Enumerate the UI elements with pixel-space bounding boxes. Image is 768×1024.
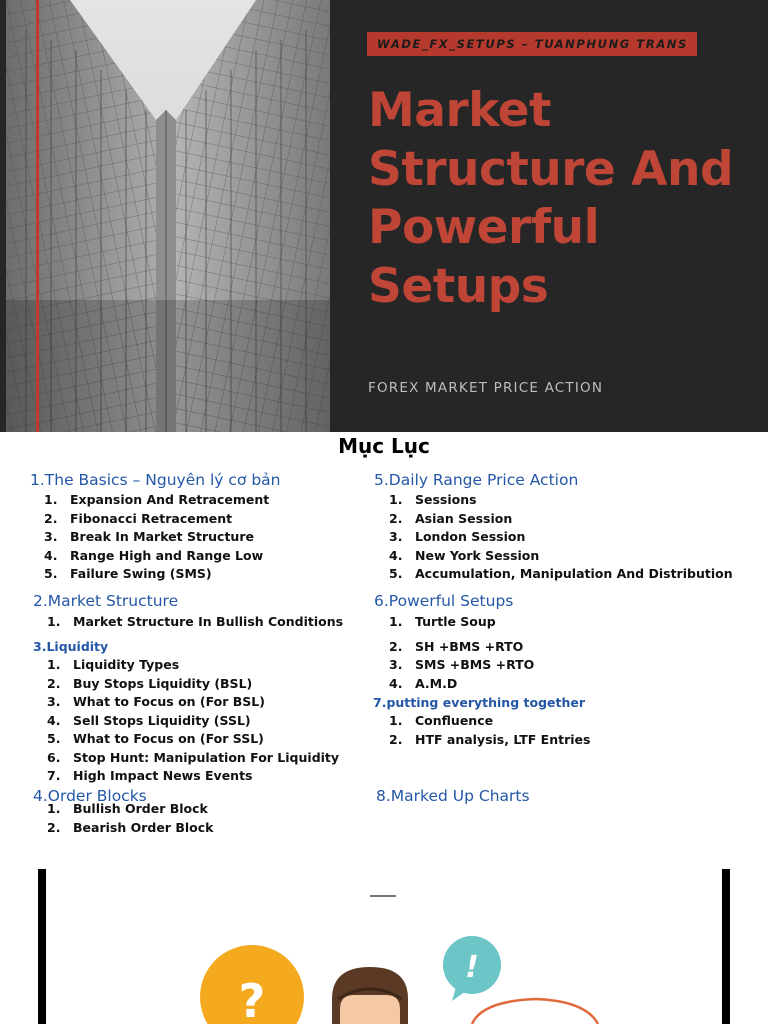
toc-section-heading[interactable]: 2.Market Structure — [33, 592, 179, 610]
toc-section-heading[interactable]: 7.putting everything together — [373, 695, 586, 710]
item-label: What to Focus on (For BSL) — [73, 694, 265, 709]
toc-item[interactable] — [47, 800, 213, 819]
item-label: Accumulation, Manipulation And Distribution — [415, 566, 733, 581]
cover-title-line: Market — [368, 83, 552, 138]
toc-item[interactable] — [47, 749, 339, 768]
item-number: 1. — [389, 492, 403, 507]
toc-section-list — [389, 613, 534, 693]
cover-subtitle: FOREX MARKET PRICE ACTION — [368, 380, 604, 396]
item-number: 1. — [389, 614, 403, 629]
item-label: Fibonacci Retracement — [70, 510, 233, 526]
item-label: Market Structure In Bullish Conditions — [73, 614, 344, 629]
toc-section-list — [47, 800, 213, 837]
toc-item[interactable] — [47, 693, 339, 712]
toc-item[interactable] — [47, 656, 339, 675]
toc-item[interactable] — [47, 712, 339, 731]
cover-title-line: Structure And — [368, 141, 734, 197]
person-icon — [332, 967, 408, 1024]
item-number: 2. — [47, 675, 61, 691]
item-number: 6. — [47, 749, 61, 765]
toc-item[interactable] — [389, 731, 590, 750]
toc-section-heading[interactable]: 8.Marked Up Charts — [376, 787, 530, 805]
item-number: 3. — [44, 529, 58, 544]
cover-title — [368, 82, 763, 316]
toc-item[interactable] — [389, 712, 590, 731]
item-number: 4. — [47, 712, 61, 728]
toc-item[interactable] — [44, 565, 269, 584]
toc-item[interactable] — [44, 528, 269, 547]
item-label: Confluence — [415, 713, 494, 728]
item-number: 7. — [47, 768, 61, 783]
toc-item[interactable] — [389, 613, 534, 632]
item-label: Range High and Range Low — [70, 547, 264, 563]
item-number: 1. — [47, 801, 61, 816]
toc-section-heading[interactable]: 4.Order Blocks — [33, 787, 147, 805]
toc-item[interactable] — [47, 675, 339, 694]
toc-item[interactable] — [389, 547, 733, 566]
item-label: Failure Swing (SMS) — [70, 566, 212, 581]
item-label: Stop Hunt: Manipulation For Liquidity — [73, 749, 340, 765]
item-label: SMS +BMS +RTO — [415, 657, 535, 672]
cover-page — [0, 0, 768, 432]
item-number: 5. — [47, 731, 61, 746]
toc-item[interactable] — [389, 638, 534, 657]
item-label: New York Session — [415, 547, 540, 563]
item-label: Turtle Soup — [415, 614, 496, 629]
toc-item[interactable] — [389, 528, 733, 547]
cover-title-line: Powerful — [368, 200, 600, 255]
item-label: SH +BMS +RTO — [415, 638, 524, 654]
item-label: London Session — [415, 529, 526, 544]
item-label: Expansion And Retracement — [70, 492, 270, 507]
toc-item[interactable] — [47, 613, 343, 632]
cover-title-line: Setups — [368, 258, 549, 314]
toc-title: Mục Lục — [338, 434, 430, 458]
illustration-frame — [38, 869, 730, 1024]
item-label: What to Focus on (For SSL) — [73, 731, 264, 746]
item-number: 5. — [389, 566, 403, 581]
toc-item[interactable] — [47, 767, 339, 786]
exclamation-mark: ! — [465, 950, 479, 985]
item-number: 5. — [44, 566, 58, 581]
item-number: 3. — [389, 657, 403, 672]
toc-item[interactable] — [47, 730, 339, 749]
toc-item[interactable] — [47, 819, 213, 838]
item-number: 2. — [389, 510, 403, 526]
toc-section-list — [44, 491, 269, 584]
toc-item[interactable] — [389, 510, 733, 529]
item-number: 1. — [47, 614, 61, 629]
toc-section-heading[interactable]: 5.Daily Range Price Action — [374, 471, 579, 489]
toc-section-list — [389, 491, 733, 584]
item-number: 1. — [389, 713, 403, 728]
item-label: Liquidity Types — [73, 657, 180, 672]
toc-item[interactable] — [389, 565, 733, 584]
toc-item[interactable] — [44, 510, 269, 529]
toc-section-list — [47, 656, 339, 786]
toc-item[interactable] — [389, 675, 534, 694]
toc-item[interactable] — [389, 491, 733, 510]
item-number: 3. — [389, 529, 403, 544]
item-label: Buy Stops Liquidity (BSL) — [73, 675, 253, 691]
item-label: HTF analysis, LTF Entries — [415, 731, 591, 747]
item-number: 4. — [389, 675, 403, 691]
author-badge: WADE_FX_SETUPS – TUANPHUNG TRANS — [367, 32, 697, 56]
skyscraper-illustration — [6, 0, 330, 432]
toc-section-heading[interactable]: 3.Liquidity — [33, 639, 109, 654]
toc-section-list — [389, 712, 590, 749]
item-number: 3. — [47, 694, 61, 709]
item-label: A.M.D — [415, 675, 458, 691]
item-label: Bullish Order Block — [73, 801, 208, 816]
item-number: 4. — [44, 547, 58, 563]
toc-section-heading[interactable]: 1.The Basics – Nguyên lý cơ bản — [30, 471, 281, 489]
item-label: Bearish Order Block — [73, 819, 214, 835]
toc-section-heading[interactable]: 6.Powerful Setups — [374, 592, 514, 610]
toc-section-list — [47, 613, 343, 632]
accent-line — [36, 0, 39, 432]
item-number: 2. — [389, 731, 403, 747]
skyscraper-photo — [6, 0, 330, 432]
item-number: 4. — [389, 547, 403, 563]
question-mark: ? — [238, 974, 266, 1024]
item-number: 1. — [47, 657, 61, 672]
item-label: Asian Session — [415, 510, 513, 526]
toc-item[interactable] — [44, 491, 269, 510]
speech-outline-icon — [472, 999, 598, 1024]
item-number: 1. — [44, 492, 58, 507]
item-label: Break In Market Structure — [70, 529, 254, 544]
item-number: 2. — [44, 510, 58, 526]
item-label: High Impact News Events — [73, 768, 253, 783]
toc-item[interactable] — [44, 547, 269, 566]
item-number: 2. — [47, 819, 61, 835]
item-label: Sessions — [415, 492, 477, 507]
item-number: 2. — [389, 638, 403, 654]
item-label: Sell Stops Liquidity (SSL) — [73, 712, 251, 728]
toc-item[interactable] — [389, 656, 534, 675]
thinking-person-illustration — [38, 869, 730, 1024]
